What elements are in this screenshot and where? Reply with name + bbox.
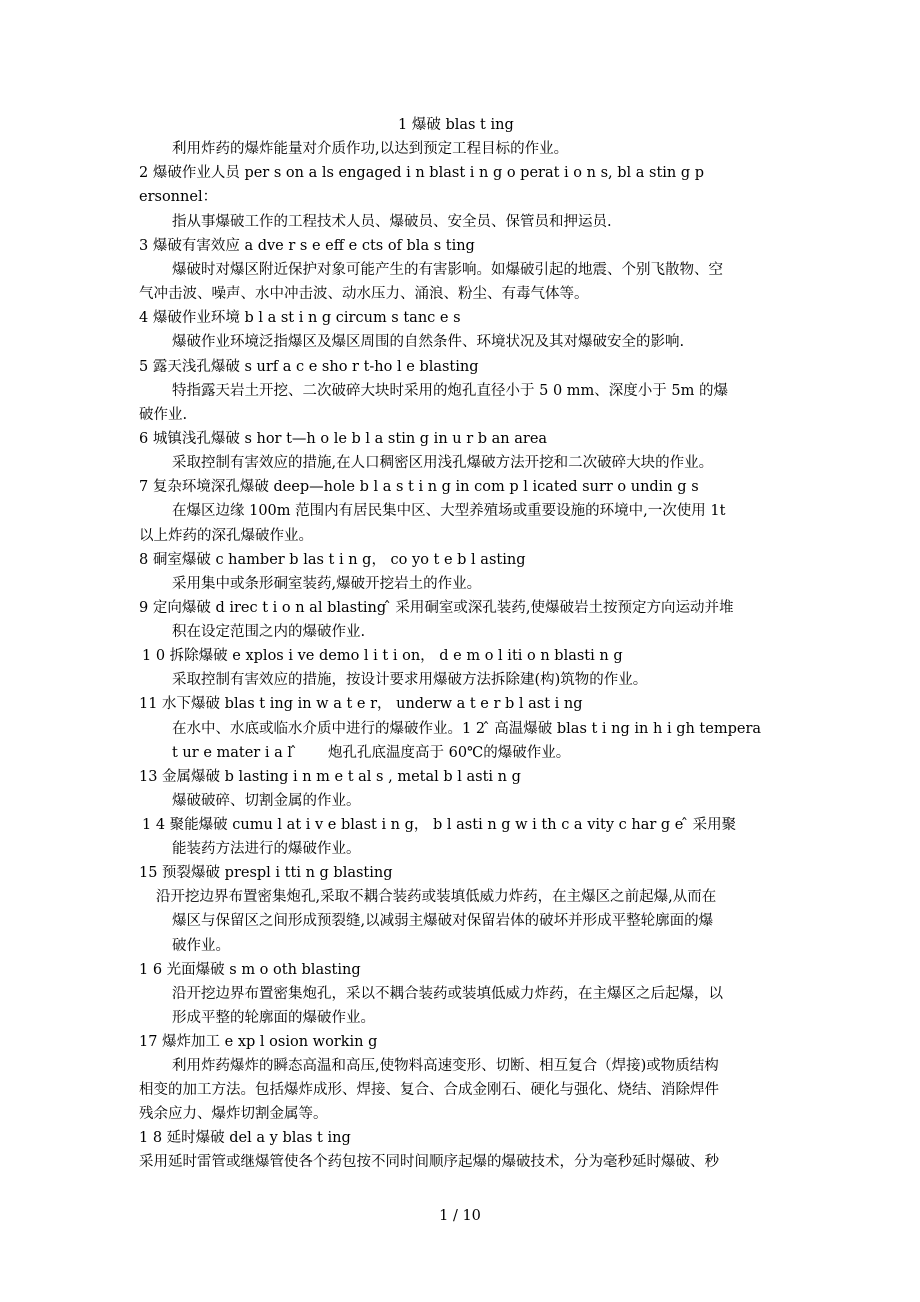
term-heading-4: 4 爆破作业环境 b l a st i n g circum s tanc e s <box>139 310 461 326</box>
term-heading-14: 1 4 聚能爆破 cumu l at i v e blast i n g， b l asti n g w i th c a vity c har g e ̂ 采用聚 <box>142 817 737 833</box>
term-heading-6: 6 城镇浅孔爆破 s hor t—h o le b l a stin g in u r b an area <box>139 431 548 447</box>
term-definition-17-cont-2: 残余应力、爆炸切割金属等。 <box>139 1106 328 1122</box>
term-definition-15: 沿开挖边界布置密集炮孔,采取不耦合装药或装填低威力炸药，在主爆区之前起爆,从而在 <box>156 889 717 905</box>
term-heading-5: 5 露天浅孔爆破 s urf a c e sho r t-ho l e blasting <box>139 359 479 375</box>
term-heading-3: 3 爆破有害效应 a dve r s e eff e cts of bla s ting <box>139 238 475 254</box>
term-definition-16-cont: 形成平整的轮廓面的爆破作业。 <box>172 1010 375 1026</box>
page-indicator: 1 / 10 <box>439 1208 481 1224</box>
term-heading-8: 8 硐室爆破 c hamber b las t i n g， co yo t e b l asting <box>139 552 526 568</box>
term-definition-11: 在水中、水底或临水介质中进行的爆破作业。1 2 ̂ 高温爆破 blas t i ng in h i gh tempera <box>172 721 762 737</box>
term-definition-2: 指从事爆破工作的工程技术人员、爆破员、安全员、保管员和押运员. <box>172 214 612 230</box>
term-heading-11: 11 水下爆破 blas t ing in w a t e r， underw a t e r b l ast i ng <box>139 696 583 712</box>
term-heading-7: 7 复杂环境深孔爆破 deep—hole b l a s t i n g in com p l icated surr o undin g s <box>139 479 699 495</box>
term-definition-18: 采用延时雷管或继爆管使各个药包按不同时间顺序起爆的爆破技术，分为毫秒延时爆破、秒 <box>139 1154 719 1170</box>
term-definition-10: 采取控制有害效应的措施，按设计要求用爆破方法拆除建(构)筑物的作业。 <box>172 672 648 688</box>
term-definition-14-cont: 能装药方法进行的爆破作业。 <box>172 841 361 857</box>
term-heading-18: 1 8 延时爆破 del a y blas t ing <box>139 1130 351 1146</box>
term-definition-8: 采用集中或条形硐室装药,爆破开挖岩土的作业。 <box>172 576 482 592</box>
term-definition-3: 爆破时对爆区附近保护对象可能产生的有害影响。如爆破引起的地震、个别飞散物、空 <box>172 262 723 278</box>
term-definition-6: 采取控制有害效应的措施,在人口稠密区用浅孔爆破方法开挖和二次破碎大块的作业。 <box>172 455 714 471</box>
term-definition-15-cont-2: 破作业。 <box>172 938 230 954</box>
term-definition-7: 在爆区边缘 100m 范围内有居民集中区、大型养殖场或重要设施的环境中,一次使用 1t <box>172 503 726 519</box>
term-definition-16: 沿开挖边界布置密集炮孔，采以不耦合装药或装填低威力炸药，在主爆区之后起爆，以 <box>172 986 723 1002</box>
term-heading-15: 15 预裂爆破 prespl i tti n g blasting <box>139 865 393 881</box>
term-definition-4: 爆破作业环境泛指爆区及爆区周围的自然条件、环境状况及其对爆破安全的影响. <box>172 334 685 350</box>
term-definition-15-cont-1: 爆区与保留区之间形成预裂缝,以减弱主爆破对保留岩体的破坏并形成平整轮廓面的爆 <box>172 913 714 929</box>
term-heading-2: 2 爆破作业人员 per s on a ls engaged i n blast i n g o perat i o n s, bl a stin g p <box>139 165 705 181</box>
term-definition-1: 利用炸药的爆炸能量对介质作功,以达到预定工程目标的作业。 <box>172 141 569 157</box>
term-heading-9: 9 定向爆破 d irec t i o n al blasting ̂ 采用硐室或深孔装药,使爆破岩土按预定方向运动并堆 <box>139 600 734 616</box>
term-definition-17-cont-1: 相变的加工方法。包括爆炸成形、焊接、复合、合成金刚石、硬化与强化、烧结、消除焊件 <box>139 1082 719 1098</box>
term-definition-5-cont: 破作业. <box>139 407 188 423</box>
term-definition-17: 利用炸药爆炸的瞬态高温和高压,使物料高速变形、切断、相互复合（焊接)或物质结构 <box>172 1058 719 1074</box>
term-heading-12-cont: t ur e mater i a l ̂ <box>172 745 297 761</box>
term-heading-2-cont: ersonnel： <box>139 189 218 205</box>
term-definition-5: 特指露天岩土开挖、二次破碎大块时采用的炮孔直径小于 5 0 mm、深度小于 5m 的爆 <box>172 383 728 399</box>
term-heading-16: 1 6 光面爆破 s m o oth blasting <box>139 962 361 978</box>
term-definition-7-cont: 以上炸药的深孔爆破作业。 <box>139 528 313 544</box>
term-definition-3-cont: 气冲击波、噪声、水中冲击波、动水压力、涌浪、粉尘、有毒气体等。 <box>139 286 589 302</box>
term-definition-13: 爆破破碎、切割金属的作业。 <box>172 793 361 809</box>
term-heading-13: 13 金属爆破 b lasting i n m e t al s , metal b l asti n g <box>139 769 521 785</box>
term-definition-9-cont: 积在设定范围之内的爆破作业. <box>172 624 366 640</box>
term-heading-1: 1 爆破 blas t ing <box>398 117 514 133</box>
term-heading-17: 17 爆炸加工 e xp l osion workin g <box>139 1034 378 1050</box>
term-heading-10: 1 0 拆除爆破 e xplos i ve demo l i t i on， d e m o l iti o n blasti n g <box>142 648 623 664</box>
term-definition-12: 炮孔孔底温度高于 60℃的爆破作业。 <box>328 745 571 761</box>
